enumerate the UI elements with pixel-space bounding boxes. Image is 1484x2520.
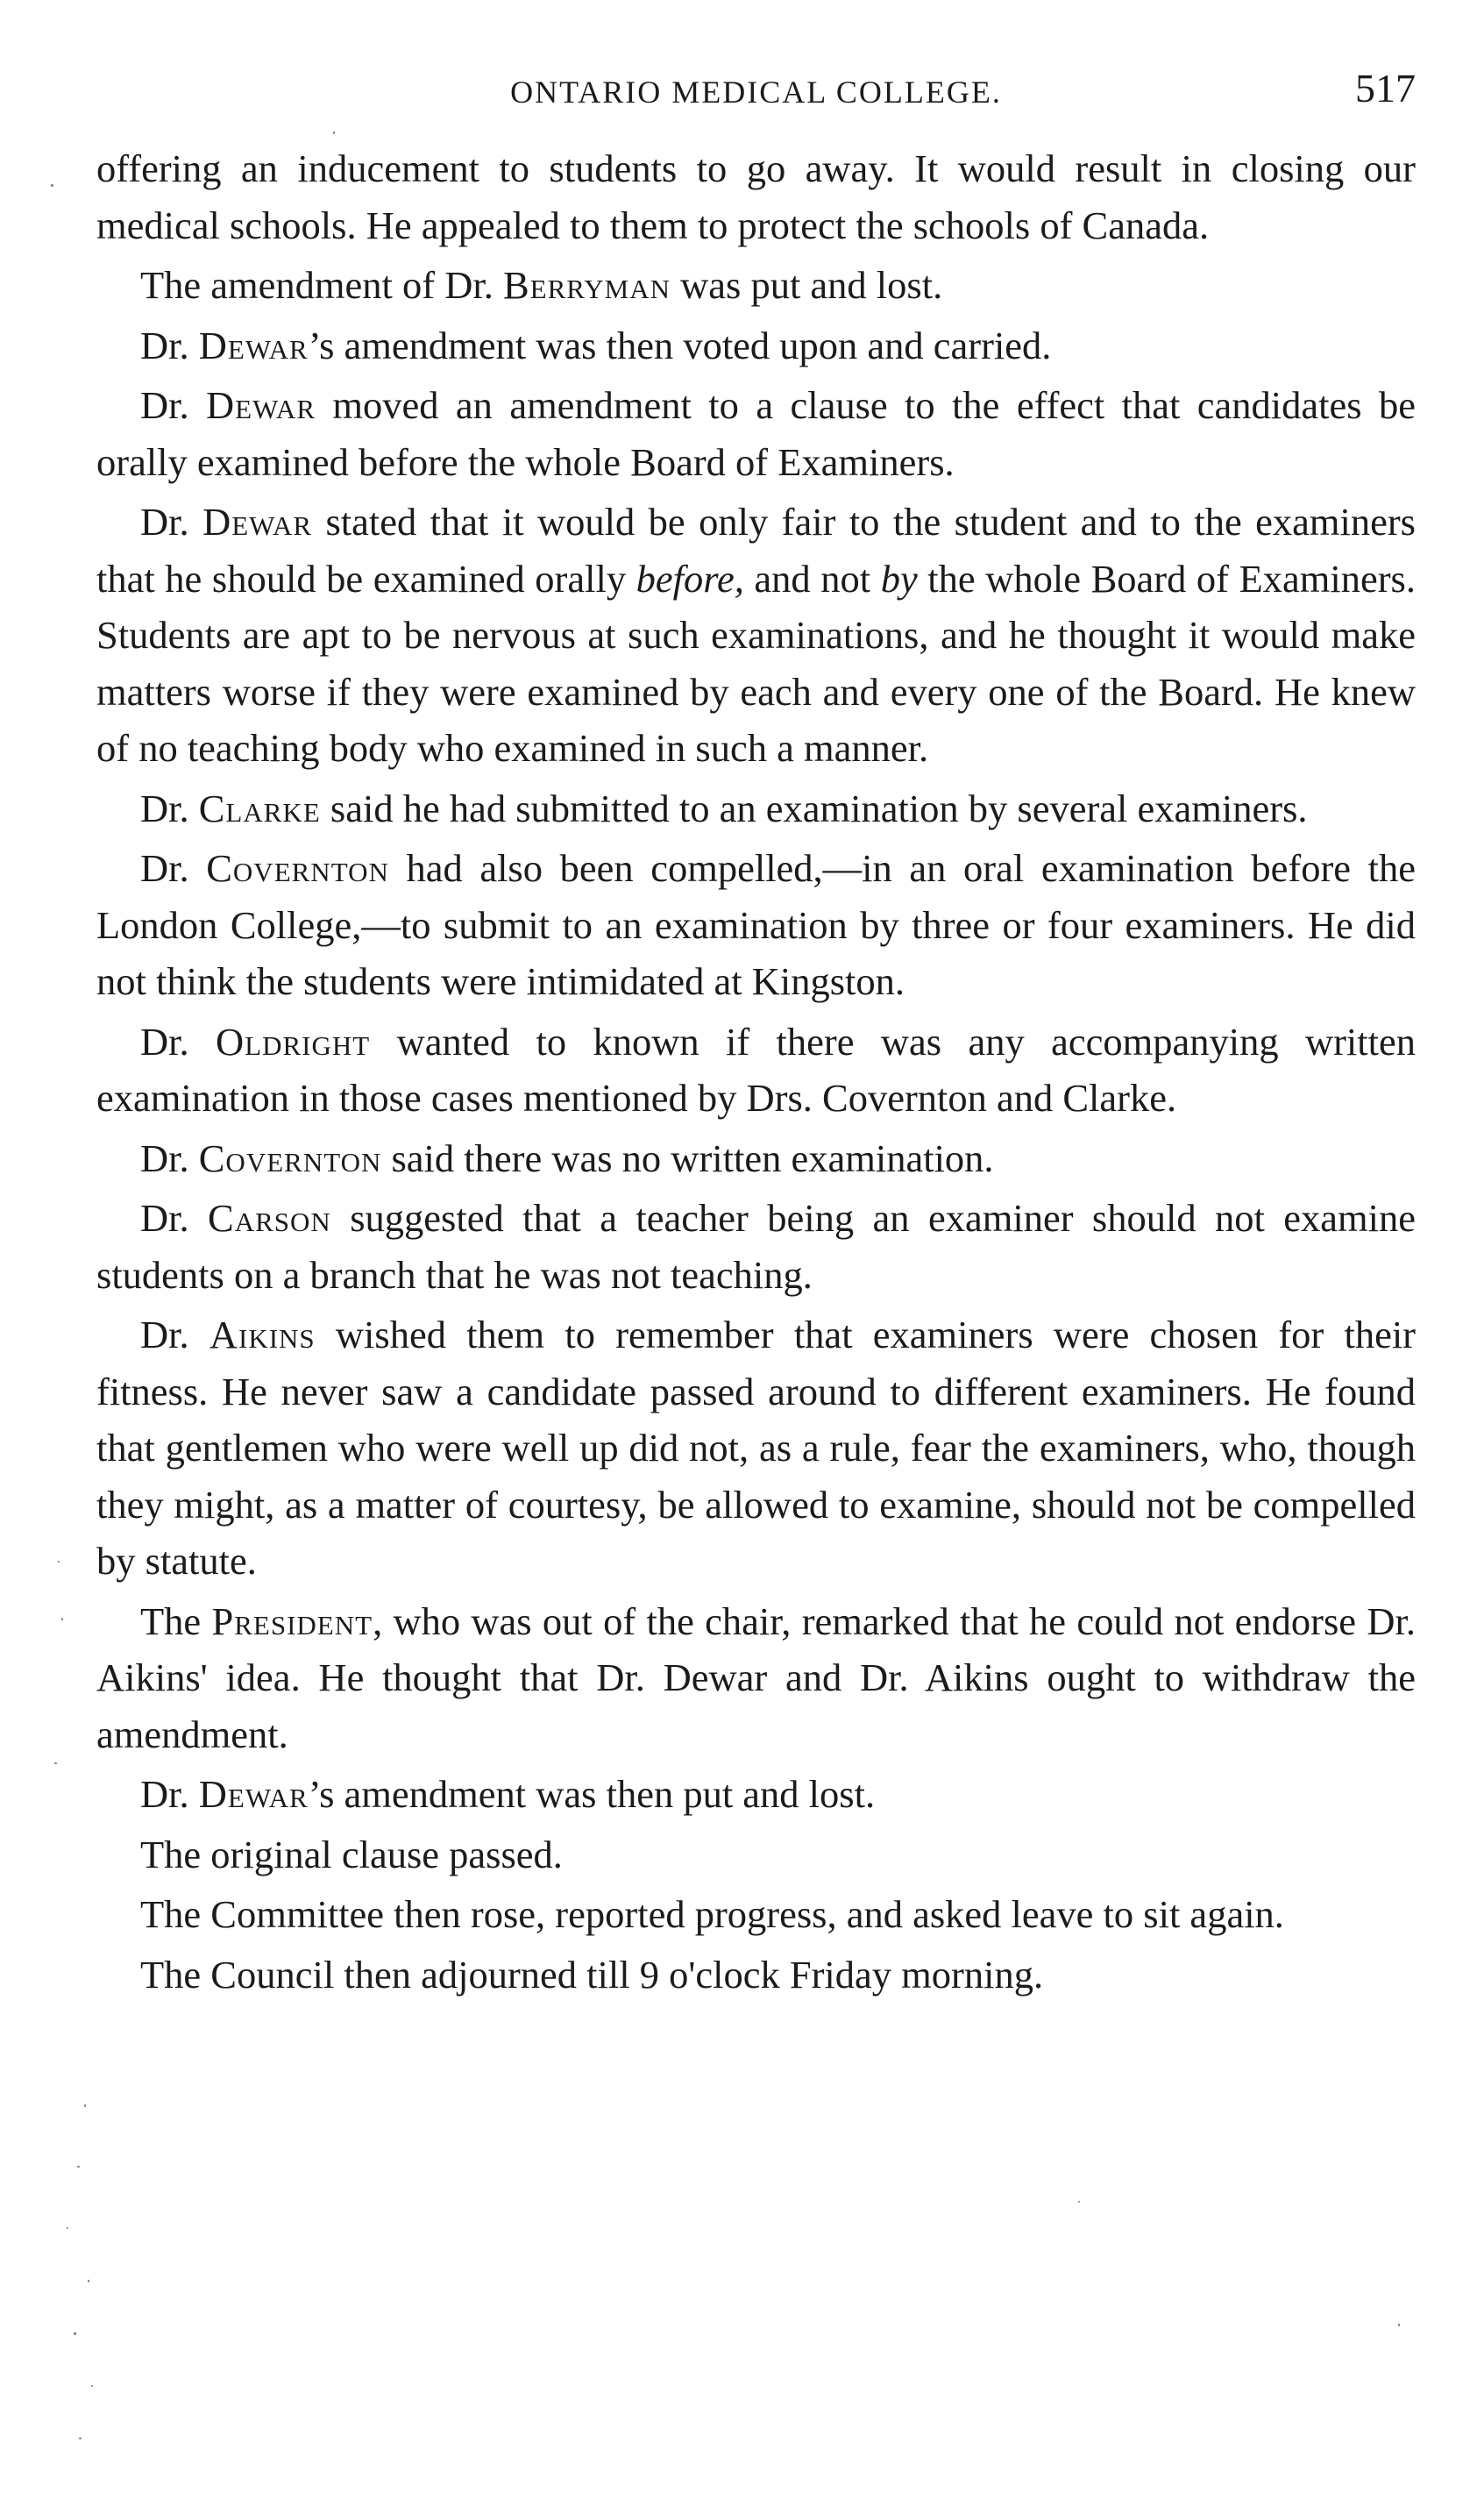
paragraph-text: was put and lost. <box>670 263 943 307</box>
paragraph-text: stated that it would be only fair to the student and to the examiners that he should be examined orally <box>96 500 1417 601</box>
paragraph-text: The Committee then rose, reported progress, and asked leave to sit again. <box>140 1892 1284 1936</box>
paragraph <box>96 1826 1416 1883</box>
running-title: ONTARIO MEDICAL COLLEGE. <box>510 75 1002 110</box>
speaker-name: President <box>211 1598 373 1643</box>
speaker-name: Carson <box>208 1196 331 1240</box>
paragraph-text: The Council then adjourned till 9 o'clock Friday morning. <box>140 1952 1044 1997</box>
speaker-name: Berryman <box>502 263 671 307</box>
paragraph-text: the whole Board of Examiners. Students are apt to be nervous at such examinations, and he thought it would make matters worse if they were examined by each and every one of the Board. He knew of no teaching body who examined in such a manner. <box>96 556 1416 770</box>
paragraph <box>96 840 1416 1010</box>
paragraph <box>96 317 1416 374</box>
speaker-name: Covernton <box>198 1135 382 1180</box>
paragraph <box>96 1593 1416 1763</box>
paragraph <box>96 140 1416 253</box>
paragraph-text: Dr. <box>140 846 207 890</box>
paragraph-text: ’s amendment was then put and lost. <box>308 1772 876 1816</box>
running-head <box>96 61 1416 140</box>
paragraph-text: The original clause passed. <box>140 1832 563 1876</box>
paragraph-text: Dr. <box>140 500 203 544</box>
speaker-name: Clarke <box>198 786 321 830</box>
body-text <box>96 140 1416 2003</box>
paragraph <box>96 1886 1416 1943</box>
paragraph-text: suggested that a teacher being an examiner should not examine students on a branch that he was not teaching. <box>96 1196 1417 1297</box>
paragraph-text: Dr. <box>140 1196 209 1240</box>
emphasis-text: before, <box>635 556 744 601</box>
paragraph-text: Dr. <box>140 1772 199 1816</box>
paragraph-text: The <box>140 1598 212 1643</box>
paragraph-text: Dr. <box>140 383 207 427</box>
paragraph-text: wanted to known if there was any accompanying written examination in those cases mentioned by Drs. Covernton and Clarke. <box>96 1019 1417 1120</box>
paragraph-text: offering an inducement to students to go away. It would result in closing our medical schools. He appealed to them to protect the schools of Canada. <box>96 146 1416 247</box>
paragraph-text: and not <box>743 556 881 601</box>
paragraph <box>96 780 1416 837</box>
paragraph-text: The amendment of Dr. <box>140 263 503 307</box>
paragraph <box>96 377 1416 490</box>
paragraph <box>96 1947 1416 2004</box>
speaker-name: Aikins <box>209 1313 316 1356</box>
speaker-name: Dewar <box>206 383 316 427</box>
paragraph-text: Dr. <box>140 786 199 830</box>
paragraph-text: had also been compelled,—in an oral examination before the London College,—to submit to an examination by three or four examiners. He did not think the students were intimidated at Kingston. <box>96 846 1416 1003</box>
speaker-name: Dewar <box>198 1772 309 1816</box>
emphasis-text: by <box>880 556 918 601</box>
paragraph-text: wished them to remember that examiners were chosen for their fitness. He never saw a candidate passed around to different examiners. He found that gentlemen who were well up did not, as a rule, fear the examiners, who, though they might, as a matter of courtesy, be allowed to examine, should not be compelled by statute. <box>96 1313 1417 1583</box>
paragraph-text: , who was out of the chair, remarked that he could not endorse Dr. Aikins' idea. He thought that Dr. Dewar and Dr. Aikins ought to withdraw the amendment. <box>96 1598 1416 1756</box>
paragraph-text: said he had submitted to an examination by several examiners. <box>320 786 1308 830</box>
book-page <box>96 61 1416 2006</box>
paragraph-text: Dr. <box>140 323 199 367</box>
paragraph-text: ’s amendment was then voted upon and carried. <box>308 323 1052 367</box>
speaker-name: Dewar <box>202 500 313 544</box>
paragraph <box>96 257 1416 314</box>
speaker-name: Oldright <box>216 1019 371 1064</box>
paragraph-text: said there was no written examination. <box>381 1135 994 1180</box>
paragraph-text: Dr. <box>140 1135 199 1180</box>
paragraph-text: Dr. <box>140 1019 217 1064</box>
paragraph <box>96 494 1416 777</box>
paragraph <box>96 1130 1416 1187</box>
paragraph-text: Dr. <box>140 1313 209 1356</box>
speaker-name: Covernton <box>206 846 389 890</box>
page-number: 517 <box>1355 66 1416 110</box>
paragraph <box>96 1190 1416 1303</box>
paragraph <box>96 1014 1416 1127</box>
paragraph-text: moved an amendment to a clause to the effect that candidates be orally examined before the whole Board of Examiners. <box>96 383 1417 484</box>
paragraph <box>96 1306 1416 1590</box>
speaker-name: Dewar <box>198 323 309 367</box>
paragraph <box>96 1766 1416 1823</box>
